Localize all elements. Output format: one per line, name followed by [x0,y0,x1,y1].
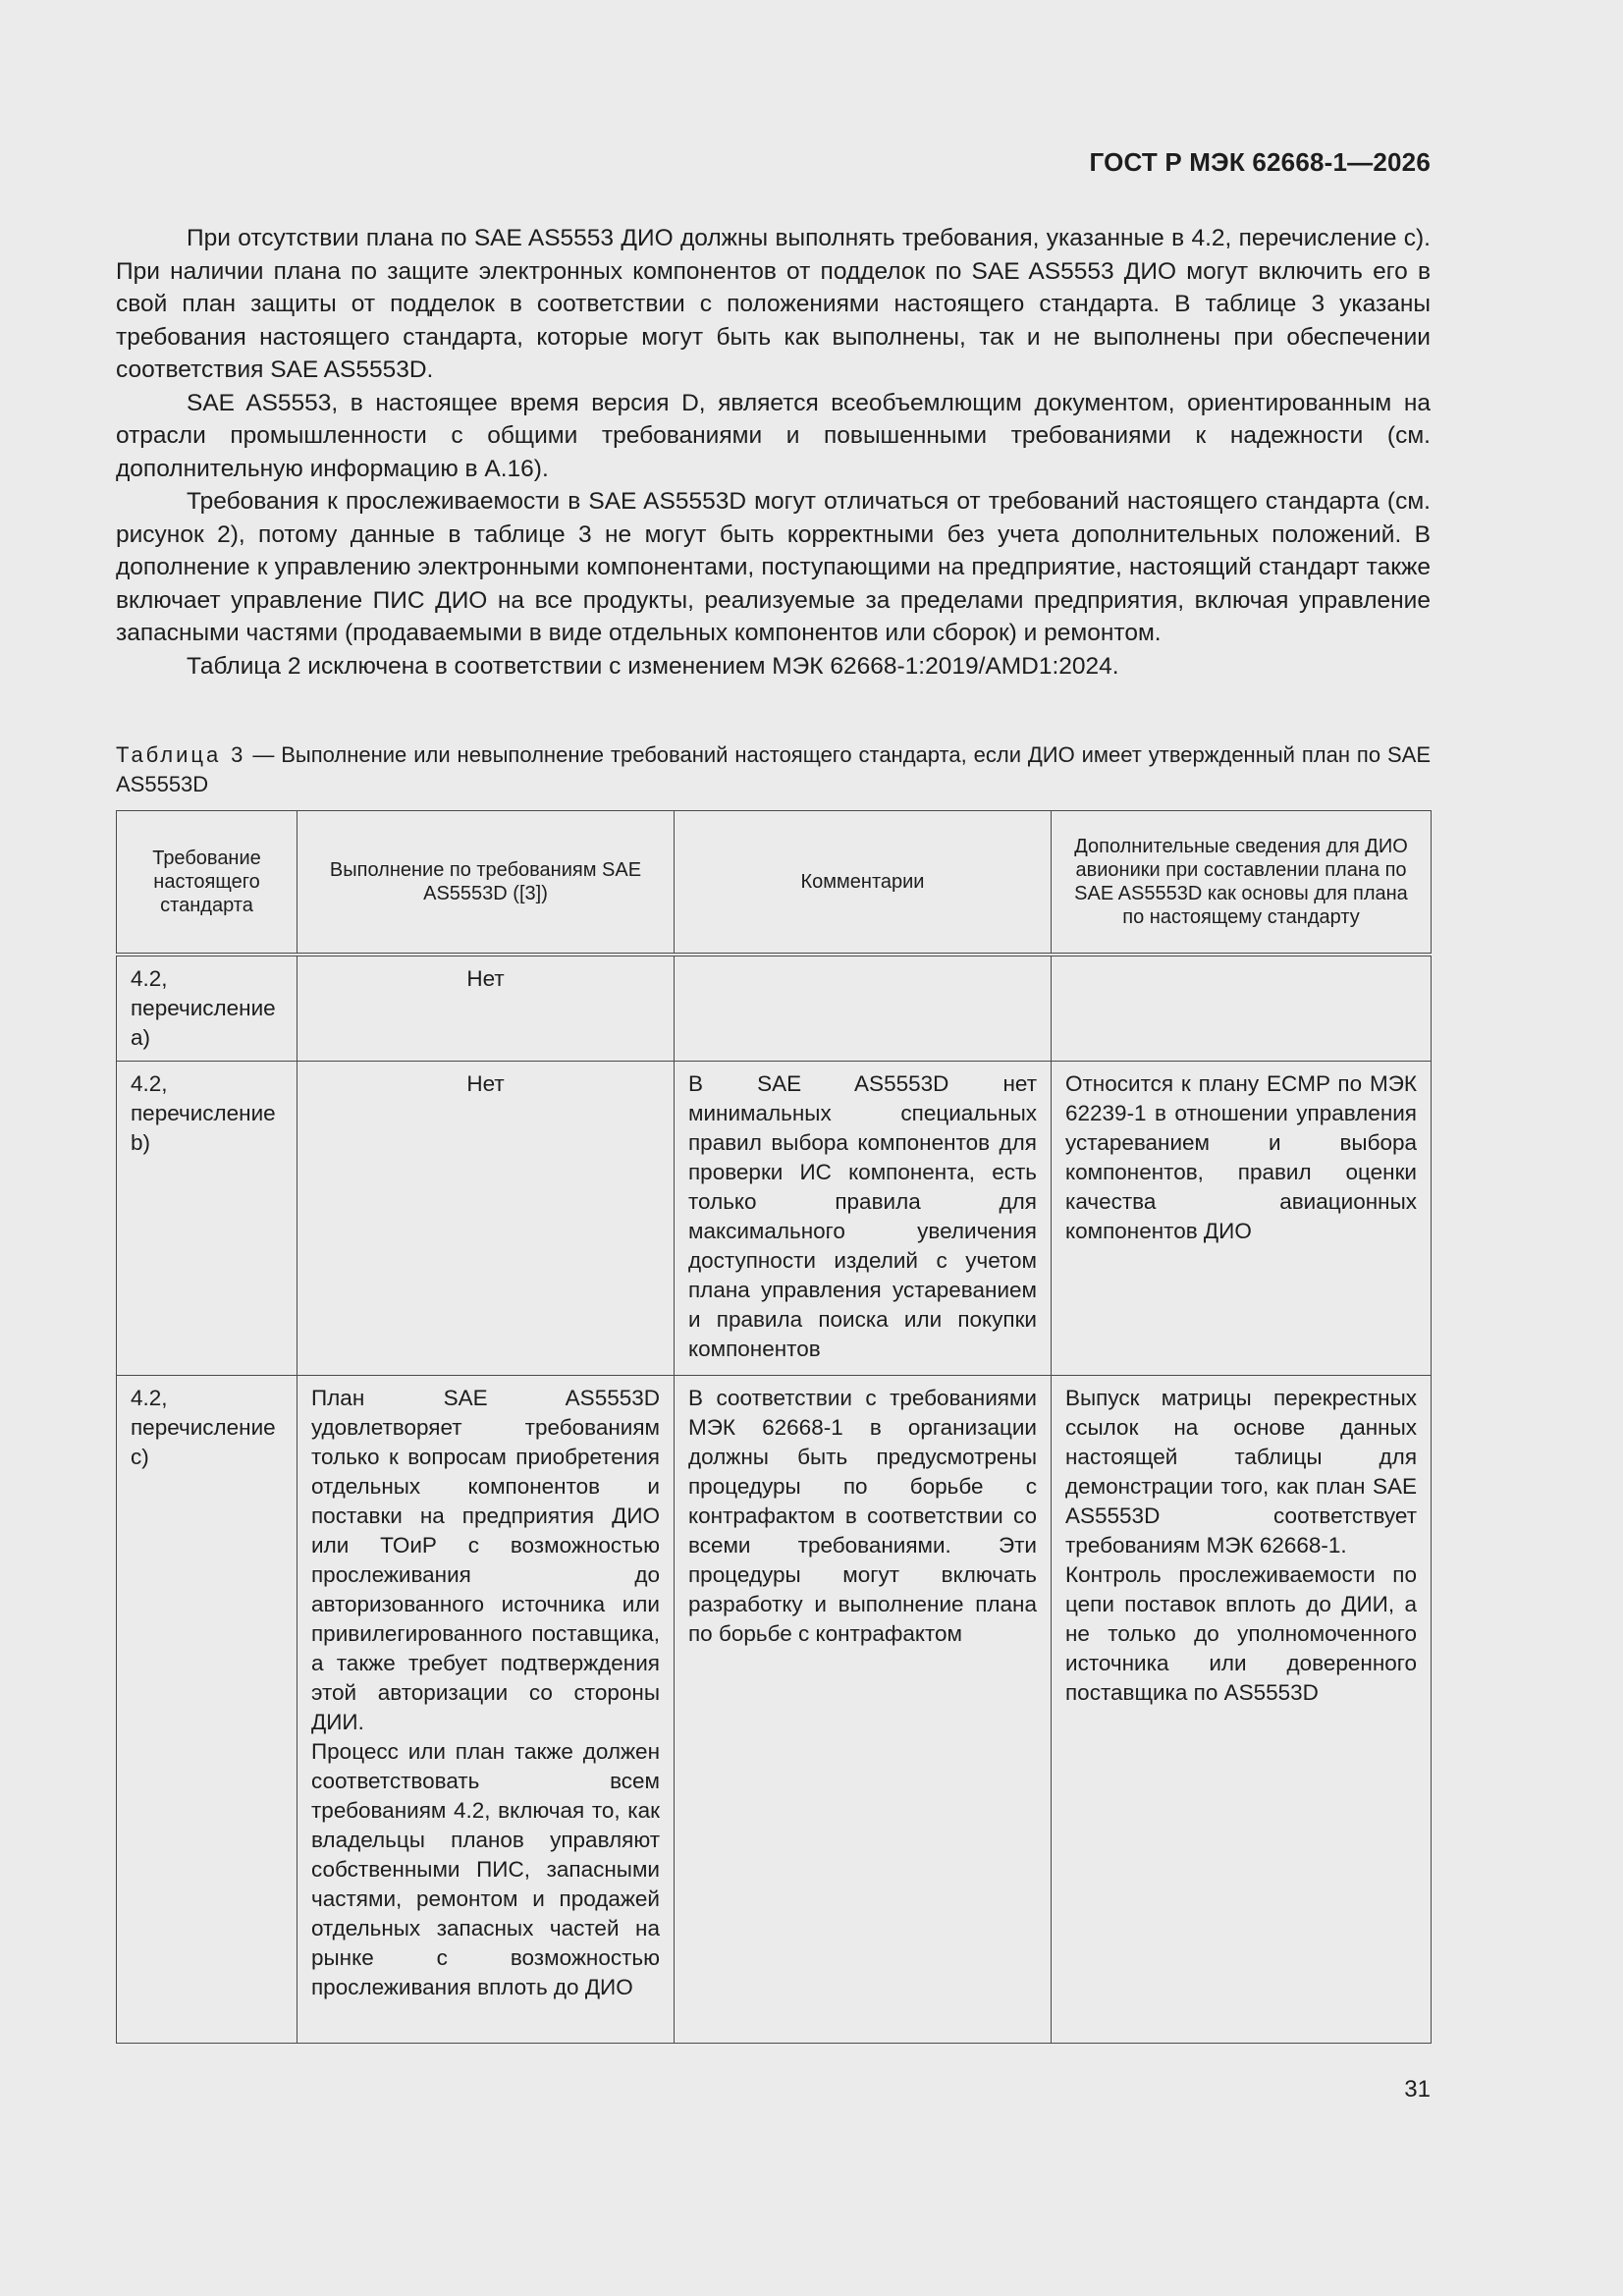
table-row [117,1062,1432,1376]
table-caption-label: Таблица 3 [116,742,246,767]
cell-comments: В SAE AS5553D нет минимальных специальных правил выбора компонентов для проверки ИС компонента, есть только правила для максимального увеличения доступности изделий с учетом плана управления устареванием и правила поиска или покупки компонентов [675,1062,1052,1376]
cell-additional [1052,1376,1432,2044]
paragraph: Требования к прослеживаемости в SAE AS5553D могут отличаться от требований настоящего стандарта (см. рисунок 2), потому данные в таблице 3 не могут быть корректными без учета дополнительных положений. В дополнение к управлению электронными компонентами, поступающими на предприятие, настоящий стандарт также включает управление ПИС ДИО на все продукты, реализуемые за пределами предприятия, включая управление запасными частями (продаваемыми в виде отдельных компонентов или сборок) и ремонтом. [116,488,1431,646]
table-header-row [117,811,1432,956]
document-id-header: ГОСТ Р МЭК 62668-1—2026 [1089,147,1431,177]
cell-requirement: 4.2, перечисление b) [117,1062,298,1376]
header-compliance: Выполнение по требованиям SAE AS5553D ([3]) [298,811,675,956]
page-number: 31 [1404,2076,1431,2103]
cell-requirement: 4.2, перечисление a) [117,955,298,1062]
paragraph: При отсутствии плана по SAE AS5553 ДИО должны выполнять требования, указанные в 4.2, перечисление c). При наличии плана по защите электронных компонентов от подделок по SAE AS5553 ДИО могут включить его в свой план защиты от подделок в соответствии с положениями настоящего стандарта. В таблице 3 указаны требования настоящего стандарта, которые могут быть как выполнены, так и не выполнены при обеспечении соответствия SAE AS5553D. [116,225,1431,383]
paragraph: Таблица 2 исключена в соответствии с изменением МЭК 62668-1:2019/AMD1:2024. [187,652,1119,680]
cell-compliance: Нет [298,955,675,1062]
cell-additional: Относится к плану ECMP по МЭК 62239-1 в отношении управления устареванием и выбора компонентов, правил оценки качества авиационных компонентов ДИО [1052,1062,1432,1376]
cell-compliance-part: План SAE AS5553D удовлетворяет требованиям только к вопросам приобретения отдельных компонентов и поставки на предприятия ДИО или ТОиР с возможностью прослеживания до авторизованного источника или привилегированного поставщика, а также требует подтверждения этой авторизации со стороны ДИИ. [311,1386,660,1734]
table-row [117,1376,1432,2044]
paragraph: SAE AS5553, в настоящее время версия D, является всеобъемлющим документом, ориентированным на отрасли промышленности с общими требованиями и повышенными требованиями к надежности (см. дополнительную информацию в А.16). [116,389,1431,482]
body-text [116,222,1431,683]
cell-additional-part: Выпуск матрицы перекрестных ссылок на основе данных настоящей таблицы для демонстрации того, как план SAE AS5553D соответствует требованиям МЭК 62668-1. [1065,1386,1417,1558]
header-comments: Комментарии [675,811,1052,956]
table-caption [116,740,1431,799]
cell-requirement: 4.2, перечисление c) [117,1376,298,2044]
requirements-table [116,810,1432,2044]
cell-additional-part: Контроль прослеживаемости по цепи поставок вплоть до ДИИ, а не только до уполномоченного источника или доверенного поставщика по AS5553D [1065,1562,1417,1705]
table-row [117,955,1432,1062]
header-additional: Дополнительные сведения для ДИО авионики при составлении плана по SAE AS5553D как основы для плана по настоящему стандарту [1052,811,1432,956]
cell-additional [1052,955,1432,1062]
cell-comments: В соответствии с требованиями МЭК 62668-1 в организации должны быть предусмотрены процедуры по борьбе с контрафактом в соответствии со всеми требованиями. Эти процедуры могут включать разработку и выполнение плана по борьбе с контрафактом [675,1376,1052,2044]
cell-compliance: Нет [298,1062,675,1376]
cell-comments [675,955,1052,1062]
header-requirement: Требование настоящего стандарта [117,811,298,956]
cell-compliance [298,1376,675,2044]
cell-compliance-part: Процесс или план также должен соответствовать всем требованиям 4.2, включая то, как владельцы планов управляют собственными ПИС, запасными частями, ремонтом и продажей отдельных запасных частей на рынке с возможностью прослеживания вплоть до ДИО [311,1739,660,1999]
table-caption-text: — Выполнение или невыполнение требований настоящего стандарта, если ДИО имеет утвержденный план по SAE AS5553D [116,742,1432,796]
